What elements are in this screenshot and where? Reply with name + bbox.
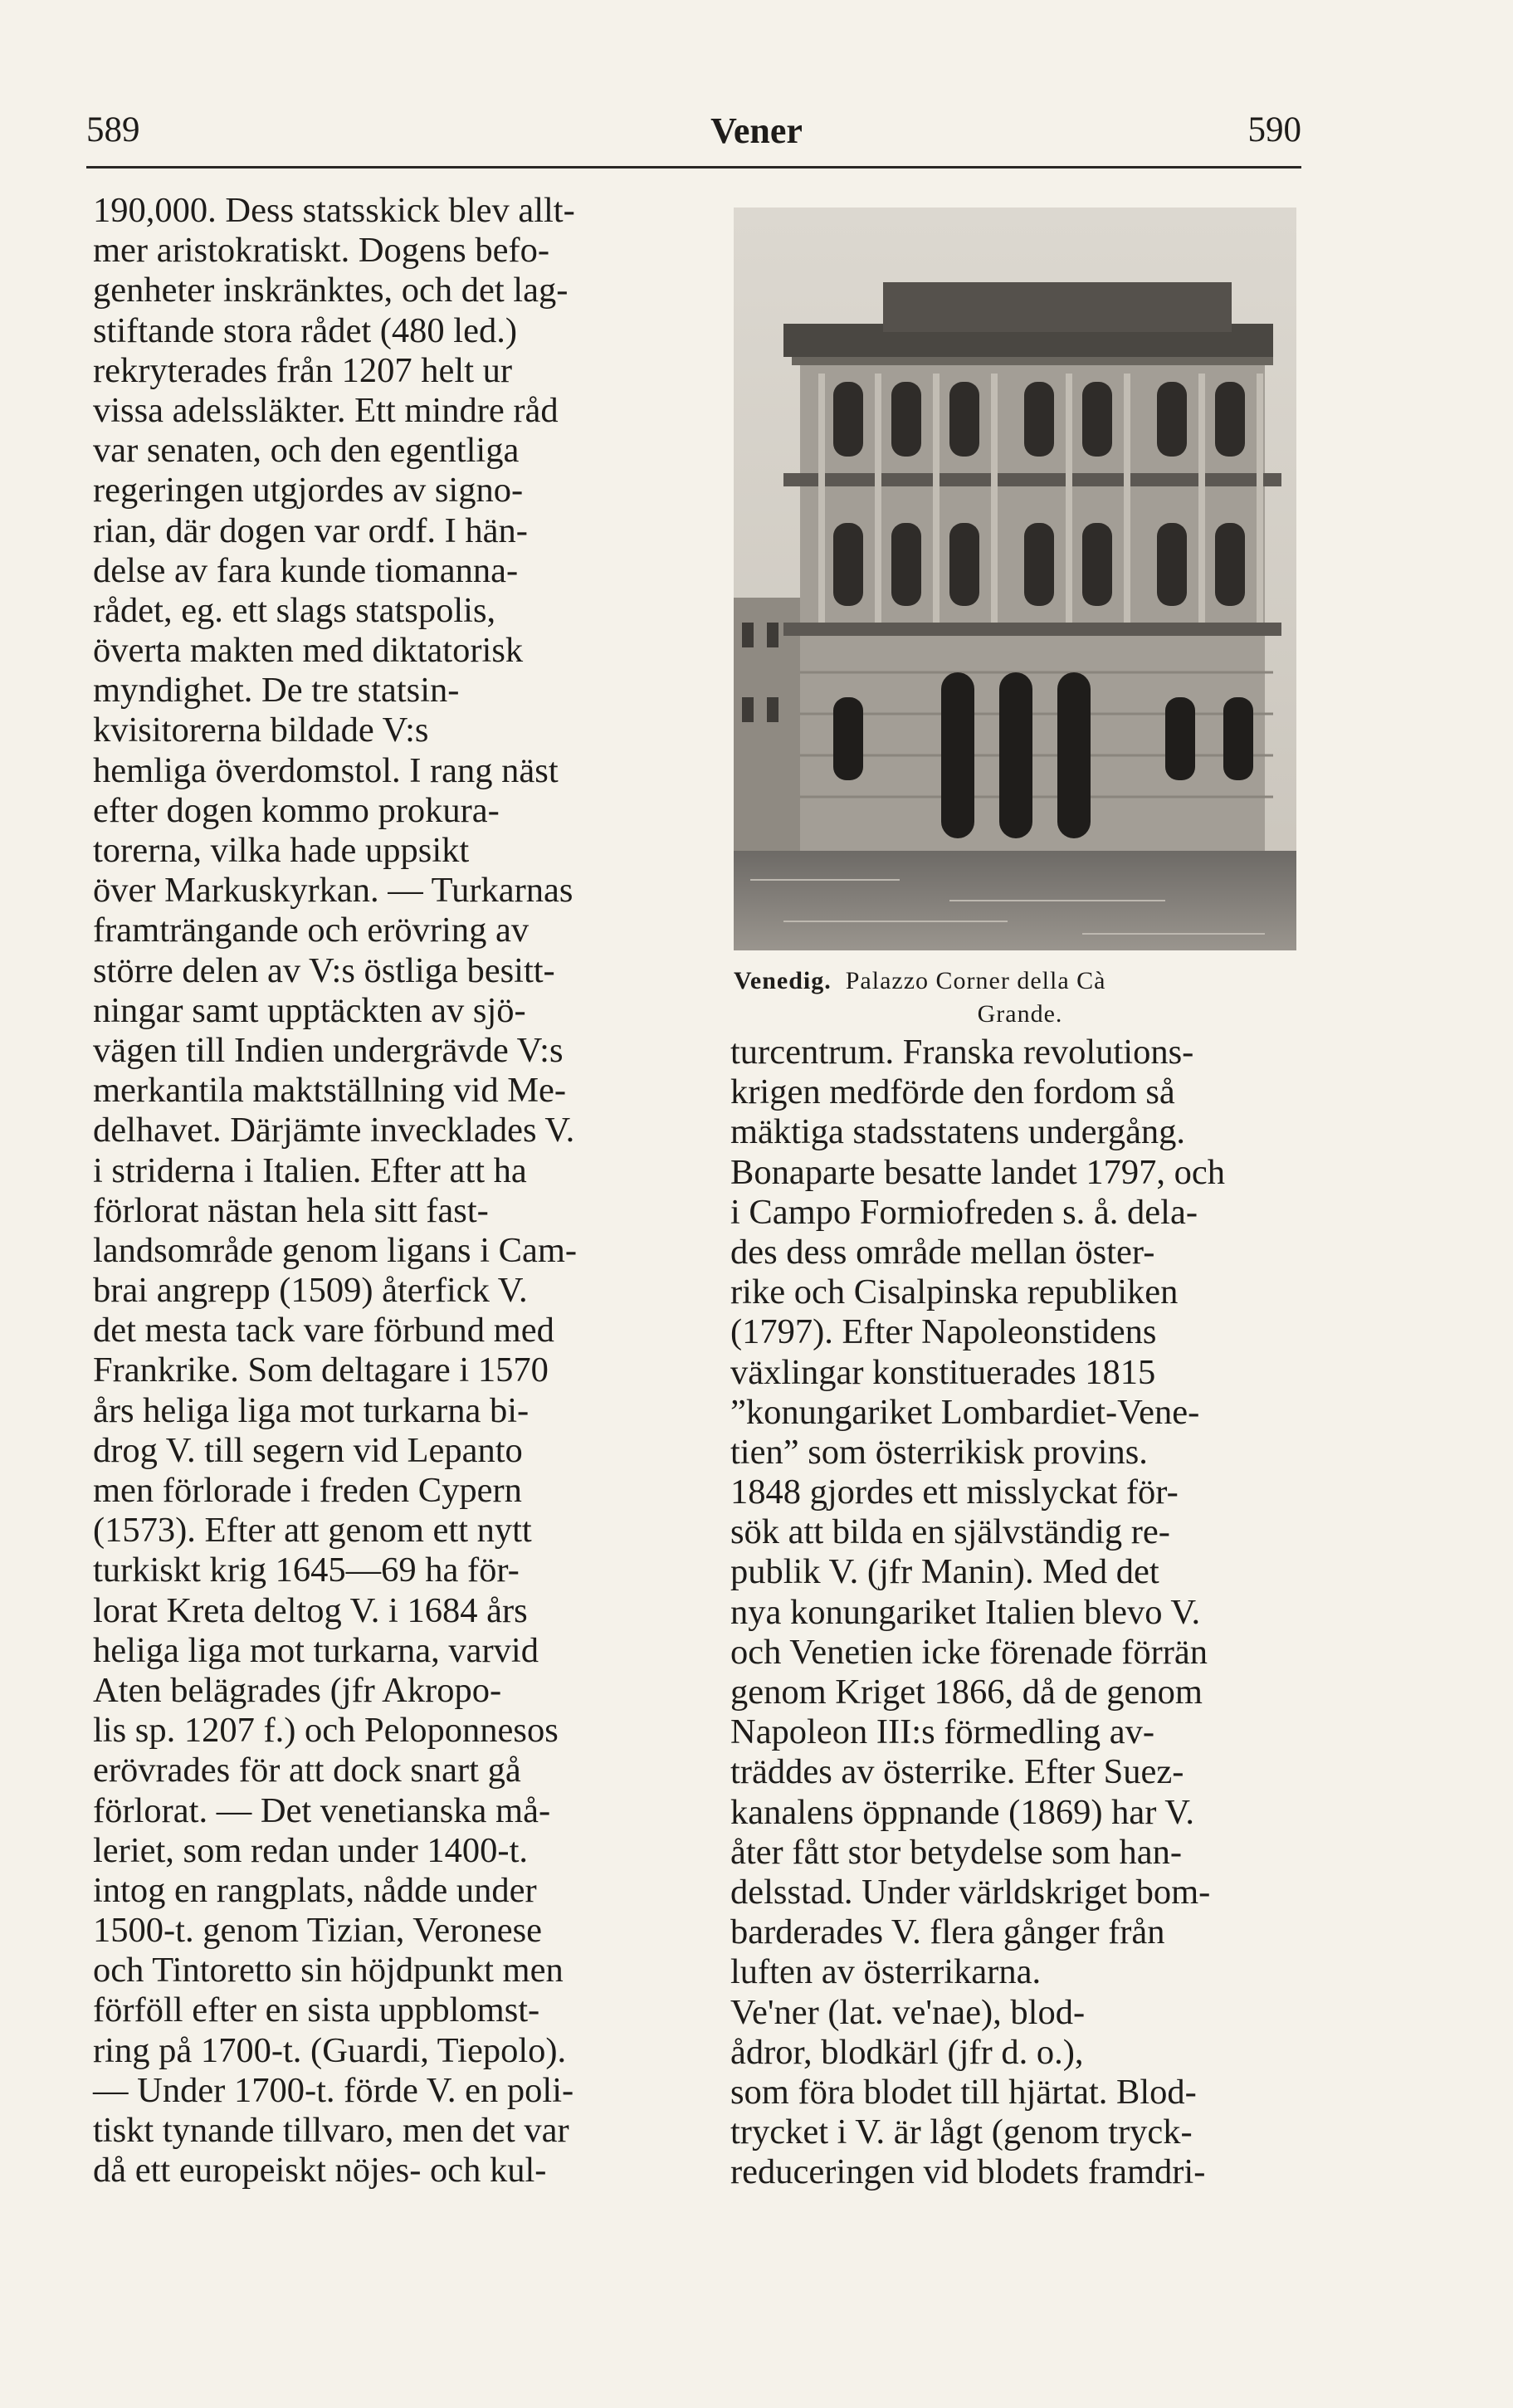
text-line: tien” som österrikisk provins.	[730, 1432, 1148, 1472]
text-line: vissa adelssläkter. Ett mindre råd	[93, 390, 559, 430]
text-line: överta makten med diktatorisk	[93, 631, 524, 671]
text-line: delsstad. Under världskriget bom-	[730, 1872, 1211, 1912]
text-line: myndighet. De tre statsin-	[93, 671, 460, 711]
text-line: men förlorade i freden Cypern	[93, 1471, 522, 1510]
text-line: krigen medförde den fordom så	[730, 1072, 1175, 1112]
text-line: mäktiga stadsstatens undergång.	[730, 1112, 1186, 1152]
palazzo-illustration	[734, 208, 1296, 950]
text-line: förföll efter en sista uppblomst-	[93, 1990, 540, 2030]
text-line: års heliga liga mot turkarna bi-	[93, 1390, 530, 1430]
text-line: tiskt tynande tillvaro, men det var	[93, 2111, 569, 2150]
text-line: lorat Kreta deltog V. i 1684 års	[93, 1590, 528, 1630]
text-line: 1500-t. genom Tizian, Veronese	[93, 1911, 543, 1951]
text-line: kanalens öppnande (1869) har V.	[730, 1792, 1195, 1832]
text-line: då ett europeiskt nöjes- och kul-	[93, 2151, 547, 2191]
text-line: stiftande stora rådet (480 led.)	[93, 310, 517, 350]
right-text-column	[730, 1033, 1315, 2192]
text-line: över Markuskyrkan. — Turkarnas	[93, 871, 573, 911]
text-line: barderades V. flera gånger från	[730, 1912, 1165, 1952]
text-line: lis sp. 1207 f.) och Peloponnesos	[93, 1711, 559, 1751]
text-line: Bonaparte besatte landet 1797, och	[730, 1152, 1225, 1192]
text-line: (1573). Efter att genom ett nytt	[93, 1511, 532, 1551]
text-line: åter fått stor betydelse som han-	[730, 1832, 1183, 1872]
running-head-title: Vener	[710, 110, 803, 151]
text-line: genom Kriget 1866, då de genom	[730, 1673, 1203, 1712]
text-line: större delen av V:s östliga besitt-	[93, 950, 555, 990]
text-line: merkantila maktställning vid Me-	[93, 1071, 567, 1111]
text-line: hemliga överdomstol. I rang näst	[93, 750, 559, 790]
text-line: leriet, som redan under 1400-t.	[93, 1830, 529, 1870]
text-line: 1848 gjordes ett misslyckat för-	[730, 1473, 1179, 1512]
text-line: ådror, blodkärl (jfr d. o.),	[730, 2032, 1084, 2072]
text-line: det mesta tack vare förbund med	[93, 1311, 554, 1351]
text-line: efter dogen kommo prokura-	[93, 790, 500, 830]
caption-line-2: Grande.	[977, 1000, 1063, 1028]
photo-caption	[734, 965, 1306, 1031]
text-line: delhavet. Därjämte invecklades V.	[93, 1111, 575, 1150]
text-line: (1797). Efter Napoleonstidens	[730, 1312, 1157, 1352]
text-line: som föra blodet till hjärtat. Blod-	[730, 2072, 1197, 2112]
caption-place: Venedig.	[734, 967, 832, 994]
text-line: delse av fara kunde tiomanna-	[93, 550, 519, 590]
text-line: förlorat nästan hela sitt fast-	[93, 1190, 489, 1230]
text-line: mer aristokratiskt. Dogens befo-	[93, 231, 549, 271]
text-line: framträngande och erövring av	[93, 911, 530, 950]
text-line: publik V. (jfr Manin). Med det	[730, 1552, 1159, 1592]
text-line: var senaten, och den egentliga	[93, 431, 520, 471]
text-line: turcentrum. Franska revolutions-	[730, 1033, 1194, 1072]
text-line: ring på 1700-t. (Guardi, Tiepolo).	[93, 2030, 567, 2070]
text-line: turkiskt krig 1645—69 ha för-	[93, 1551, 520, 1590]
text-line: genheter inskränktes, och det lag-	[93, 271, 569, 310]
text-line: intog en rangplats, nådde under	[93, 1870, 537, 1910]
text-line: brai angrepp (1509) återfick V.	[93, 1271, 528, 1311]
text-line: och Tintoretto sin höjdpunkt men	[93, 1951, 564, 1990]
palazzo-photo	[734, 208, 1296, 950]
caption-title: Palazzo Corner della Cà	[845, 967, 1106, 994]
text-line: nya konungariket Italien blevo V.	[730, 1592, 1201, 1632]
text-line: torerna, vilka hade uppsikt	[93, 831, 470, 870]
text-line: des dess område mellan öster-	[730, 1232, 1155, 1272]
page-number-right: 590	[1247, 110, 1301, 149]
header-rule	[86, 166, 1301, 169]
text-line: Napoleon III:s förmedling av-	[730, 1712, 1155, 1752]
left-text-column	[93, 191, 691, 2191]
text-line: växlingar konstituerades 1815	[730, 1352, 1156, 1392]
text-line: erövrades för att dock snart gå	[93, 1751, 521, 1790]
text-line: rian, där dogen var ordf. I hän-	[93, 510, 528, 550]
text-line: trycket i V. är lågt (genom tryck-	[730, 2112, 1193, 2152]
text-line: landsområde genom ligans i Cam-	[93, 1230, 578, 1270]
text-line: och Venetien icke förenade förrän	[730, 1632, 1208, 1672]
text-line: reduceringen vid blodets framdri-	[730, 2152, 1206, 2192]
text-line: drog V. till segern vid Lepanto	[93, 1430, 523, 1470]
text-line: i Campo Formiofreden s. å. dela-	[730, 1192, 1198, 1232]
text-line: vägen till Indien undergrävde V:s	[93, 1030, 564, 1070]
text-line: Frankrike. Som deltagare i 1570	[93, 1351, 549, 1390]
text-line: heliga liga mot turkarna, varvid	[93, 1630, 539, 1670]
text-line: ”konungariket Lombardiet-Vene-	[730, 1392, 1200, 1432]
text-line: — Under 1700-t. förde V. en poli-	[93, 2070, 574, 2110]
text-line: kvisitorerna bildade V:s	[93, 711, 429, 750]
text-line: luften av österrikarna.	[730, 1952, 1042, 1992]
page-number-left: 589	[86, 110, 140, 149]
text-line: Ve'ner (lat. ve'nae), blod-	[730, 1992, 1086, 2032]
text-line: 190,000. Dess statsskick blev allt-	[93, 191, 575, 230]
text-line: träddes av österrike. Efter Suez-	[730, 1752, 1184, 1792]
text-line: rådet, eg. ett slags statspolis,	[93, 590, 496, 630]
text-line: ningar samt upptäckten av sjö-	[93, 990, 526, 1030]
text-line: i striderna i Italien. Efter att ha	[93, 1150, 527, 1190]
text-line: rekryterades från 1207 helt ur	[93, 350, 513, 390]
text-line: rike och Cisalpinska republiken	[730, 1272, 1179, 1312]
text-line: regeringen utgjordes av signo-	[93, 471, 524, 510]
text-line: sök att bilda en självständig re-	[730, 1512, 1170, 1552]
caption-line-1	[734, 965, 1306, 998]
text-line: förlorat. — Det venetianska må-	[93, 1790, 551, 1830]
text-line: Aten belägrades (jfr Akropo-	[93, 1670, 502, 1710]
